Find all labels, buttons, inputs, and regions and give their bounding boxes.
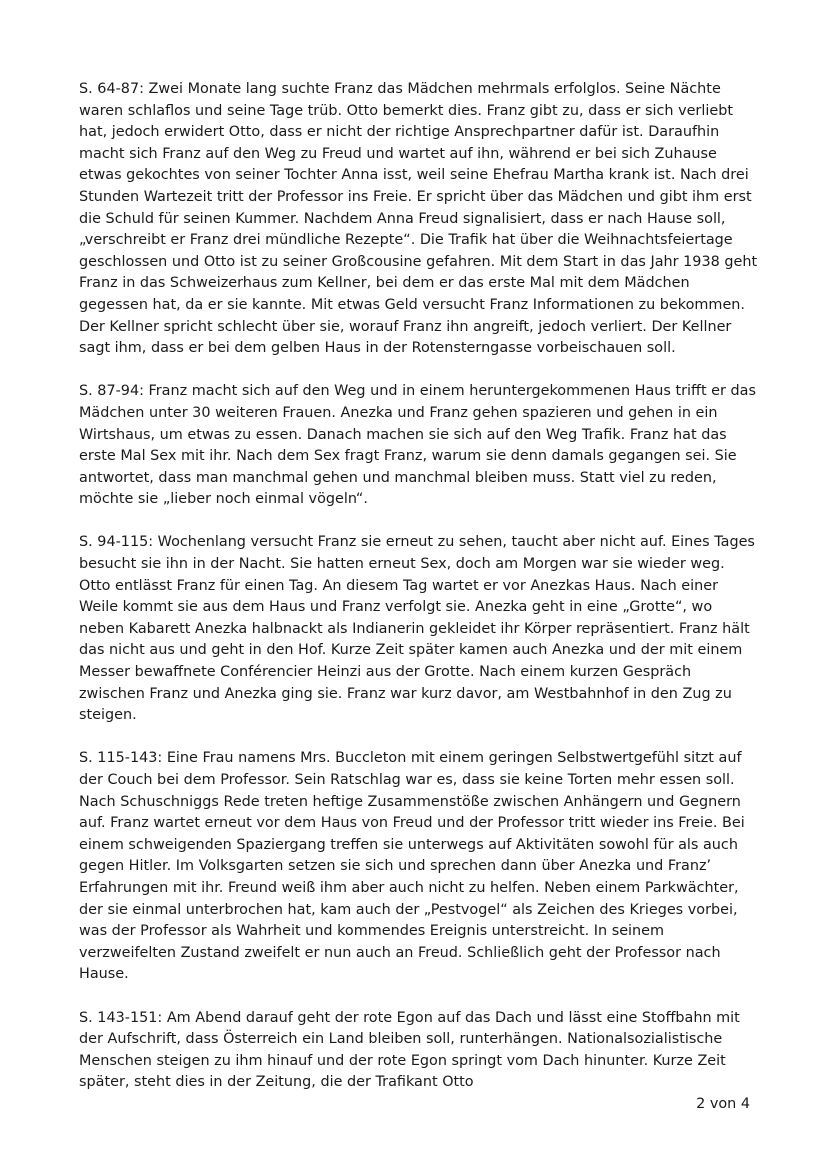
document-body [79,79,759,1094]
paragraph-s64-87: S. 64-87: Zwei Monate lang suchte Franz das Mädchen mehrmals erfolglos. Seine Nächte waren schlaflos und seine Tage trüb. Otto bemerkt dies. Franz gibt zu, dass er sich verliebt hat, jedoch erwidert Otto, dass er nicht der richtige Ansprechpartner dafür ist. Daraufhin macht sich Franz auf den Weg zu Freud und wartet auf ihn, während er bei sich Zuhause etwas gekochtes von seiner Tochter Anna isst, weil seine Ehefrau Martha krank ist. Nach drei Stunden Wartezeit tritt der Professor ins Freie. Er spricht über das Mädchen und gibt ihm erst die Schuld für seinen Kummer. Nachdem Anna Freud signalisiert, dass er nach Hause soll, „verschreibt er Franz drei mündliche Rezepte“. Die Trafik hat über die Weihnachtsfeiertage geschlossen und Otto ist zu seiner Großcousine gefahren. Mit dem Start in das Jahr 1938 geht Franz in das Schweizerhaus zum Kellner, bei dem er das erste Mal mit dem Mädchen gegessen hat, da er sie kannte. Mit etwas Geld versucht Franz Informationen zu bekommen. Der Kellner spricht schlecht über sie, worauf Franz ihn angreift, jedoch verliert. Der Kellner sagt ihm, dass er bei dem gelben Haus in der Rotensterngasse vorbeischauen soll. [79,81,758,357]
paragraph-s87-94: S. 87-94: Franz macht sich auf den Weg und in einem heruntergekommenen Haus trifft er das Mädchen unter 30 weiteren Frauen. Anezka und Franz gehen spazieren und gehen in ein Wirtshaus, um etwas zu essen. Danach machen sie sich auf den Weg Trafik. Franz hat das erste Mal Sex mit ihr. Nach dem Sex fragt Franz, warum sie denn damals gegangen sei. Sie antwortet, dass man manchmal gehen und manchmal bleiben muss. Statt viel zu reden, möchte sie „lieber noch einmal vögeln“. [79,383,756,508]
paragraph-s115-143: S. 115-143: Eine Frau namens Mrs. Buccleton mit einem geringen Selbstwertgefühl sitzt auf der Couch bei dem Professor. Sein Ratschlag war es, dass sie keine Torten mehr essen soll. Nach Schuschniggs Rede treten heftige Zusammenstöße zwischen Anhängern und Gegnern auf. Franz wartet erneut vor dem Haus von Freud und der Professor tritt wieder ins Freie. Bei einem schweigenden Spaziergang treffen sie unterwegs auf Aktivitäten sowohl für als auch gegen Hitler. Im Volksgarten setzen sie sich und sprechen dann über Anezka und Franz’ Erfahrungen mit ihr. Freund weiß ihm aber auch nicht zu helfen. Neben einem Parkwächter, der sie einmal unterbrochen hat, kam auch der „Pestvogel“ als Zeichen des Krieges vorbei, was der Professor als Wahrheit und kommendes Ereignis unterstreicht. In seinem verzweifelten Zustand zweifelt er nun auch an Freud. Schließlich geht der Professor nach Hause. [79,750,745,983]
paragraph-s143-151: S. 143-151: Am Abend darauf geht der rote Egon auf das Dach und lässt eine Stoffbahn mit der Aufschrift, dass Österreich ein Land bleiben soll, runterhängen. Nationalsozialistische Menschen steigen zu ihm hinauf und der rote Egon springt vom Dach hinunter. Kurze Zeit später, steht dies in der Zeitung, die der Trafikant Otto [79,1009,740,1091]
page-number: 2 von 4 [696,1096,750,1112]
paragraph-s94-115: S. 94-115: Wochenlang versucht Franz sie erneut zu sehen, taucht aber nicht auf. Eines Tages besucht sie ihn in der Nacht. Sie hatten erneut Sex, doch am Morgen war sie wieder weg. Otto entlässt Franz für einen Tag. An diesem Tag wartet er vor Anezkas Haus. Nach einer Weile kommt sie aus dem Haus und Franz verfolgt sie. Anezka geht in eine „Grotte“, wo neben Kabarett Anezka halbnackt als Indianerin gekleidet ihr Körper repräsentiert. Franz hält das nicht aus und geht in den Hof. Kurze Zeit später kamen auch Anezka und der mit einem Messer bewaffnete Conférencier Heinzi aus der Grotte. Nach einem kurzen Gespräch zwischen Franz und Anezka ging sie. Franz war kurz davor, am Westbahnhof in den Zug zu steigen. [79,534,755,724]
